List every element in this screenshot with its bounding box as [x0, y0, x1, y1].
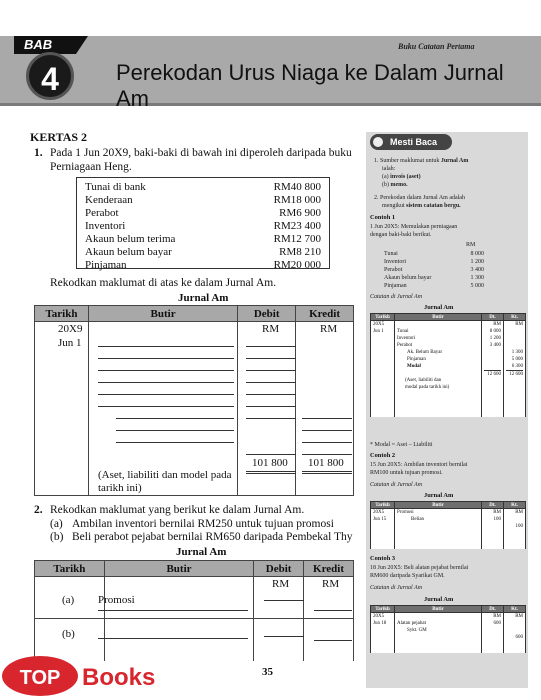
- balance-amount: RM23 400: [273, 220, 321, 232]
- mini-journal-1: Tarikh Butir Dt. Kt. 20X5 Jun 1 Tunai Inventori Perabot Ak. Belum Bayar Pinjaman Modal (Aset, liabiliti dan modal pada tarikh ini) RM 8 000 1 200 3 400 12 600 RM 1 300 5 000 6 300 12 600: [370, 313, 526, 417]
- balance-row: [77, 246, 329, 259]
- contoh-1-text-2: dengan baki-baki berikut.: [370, 232, 432, 238]
- balance-item: Inventori: [85, 220, 126, 232]
- balance-row: [77, 220, 329, 233]
- balance-row: [77, 259, 329, 272]
- balance-item: Tunai di bank: [85, 181, 146, 193]
- contoh-2-text-1: 15 Jun 20X5: Ambilan inventori bernilai: [370, 462, 468, 468]
- q1-year: 20X9: [58, 323, 83, 335]
- q2-kredit-rm: RM: [322, 578, 340, 590]
- balances-table: [77, 181, 329, 272]
- balance-amount: RM12 700: [273, 233, 321, 245]
- q2-col-tarikh: Tarikh: [35, 561, 105, 577]
- catatan-3: Catatan di Jurnal Am: [370, 585, 423, 591]
- balance-item: Akaun belum terima: [85, 233, 176, 245]
- q1-kredit-rm: RM: [320, 323, 338, 335]
- col-tarikh: Tarikh: [35, 306, 89, 322]
- jurnal-am-3: Jurnal Am: [424, 596, 454, 603]
- chapter-title: Perekodan Urus Niaga ke Dalam Jurnal Am: [116, 60, 504, 111]
- jurnal-am-2: Jurnal Am: [424, 492, 454, 499]
- q2-col-kredit: Kredit: [304, 561, 354, 577]
- balance-row: [77, 233, 329, 246]
- q2-item-b-label: (b): [50, 531, 64, 543]
- q1-debit-total: 101 800: [252, 457, 288, 469]
- q2-item-a: Ambilan inventori bernilai RM250 untuk tujuan promosi: [72, 518, 334, 530]
- sidebar-point-1: 1. Sumber maklumat untuk Jurnal Am ialah: (a) invois (aset) (b) memo.: [374, 158, 469, 188]
- mini-journal-2: Tarikh Butir Dt. Kt. 20X5 Jun 15 Promosi Belian RM 100 RM 100: [370, 501, 526, 549]
- contoh-3-text-1: 18 Jun 20X5: Beli alatan pejabat bernilai: [370, 565, 469, 571]
- catatan-2: Catatan di Jurnal Am: [370, 482, 423, 488]
- modal-note: * Modal = Aset – Liabiliti: [370, 442, 433, 448]
- section-title: KERTAS 2: [30, 130, 88, 144]
- q2-item-b: Beli perabot pejabat bernilai RM650 daripada Pembekal Thy: [72, 531, 353, 543]
- contoh-1: Contoh 1: [370, 214, 396, 221]
- contoh-1-item: Pinjaman 5 000: [384, 283, 484, 289]
- contoh-1-item: Inventori 1 200: [384, 259, 484, 265]
- contoh-2-text-2: RM100 untuk tujuan promosi.: [370, 470, 443, 476]
- q2-col-butir: Butir: [104, 561, 253, 577]
- q2-row-a-text: Promosi: [98, 594, 135, 606]
- contoh-1-rm: RM: [466, 242, 476, 248]
- mesti-baca-title: Mesti Baca: [370, 134, 452, 150]
- col-kredit: Kredit: [296, 306, 354, 322]
- q1-instruction: Rekodkan maklumat di atas ke dalam Jurnal Am.: [50, 277, 277, 289]
- q2-number: 2.: [34, 504, 43, 516]
- balance-item: Pinjaman: [85, 259, 127, 271]
- q2-text: Rekodkan maklumat yang berikut ke dalam Jurnal Am.: [50, 504, 305, 516]
- col-debit: Debit: [238, 306, 296, 322]
- q2-item-a-label: (a): [50, 518, 63, 530]
- balance-row: [77, 207, 329, 220]
- balance-item: Perabot: [85, 207, 119, 219]
- logo-books-text: Books: [82, 664, 156, 691]
- contoh-3-text-2: RM600 daripada Syarikat GM.: [370, 573, 445, 579]
- contoh-1-item: Perabot 3 400: [384, 267, 484, 273]
- contoh-1-item: Tunai 8 000: [384, 251, 484, 257]
- chapter-number: 4: [26, 52, 74, 100]
- balance-row: [77, 181, 329, 194]
- topbooks-logo: [0, 642, 190, 700]
- q1-number: 1.: [34, 147, 43, 159]
- balance-amount: RM6 900: [279, 207, 321, 219]
- q1-date: Jun 1: [58, 337, 82, 349]
- balance-item: Kenderaan: [85, 194, 133, 206]
- contoh-2: Contoh 2: [370, 452, 396, 459]
- balance-row: [77, 194, 329, 207]
- sidebar-point-2: 2. Perekodan dalam Jurnal Am adalah mengikut sistem catatan bergu.: [374, 195, 465, 209]
- book-series: Buku Catatan Pertama: [398, 42, 475, 51]
- catatan-1: Catatan di Jurnal Am: [370, 294, 423, 300]
- q1-note-1: (Aset, liabiliti dan model pada: [98, 469, 232, 481]
- balance-amount: RM8 210: [279, 246, 321, 258]
- balance-amount: RM20 000: [273, 259, 321, 271]
- q2-row-b: (b): [62, 628, 75, 640]
- col-butir: Butir: [88, 306, 237, 322]
- q1-text-1: Pada 1 Jun 20X9, baki-baki di bawah ini diperoleh daripada buku: [50, 147, 352, 159]
- balance-amount: RM18 000: [273, 194, 321, 206]
- mini-journal-3: Tarikh Butir Dt. Kt. 20X5 Jun 18 Alatan pejabat Sykt. GM RM 600 RM 600: [370, 605, 526, 653]
- page-number: 35: [262, 666, 273, 678]
- contoh-1-list: [384, 250, 484, 290]
- q2-journal-title: Jurnal Am: [176, 546, 227, 558]
- q2-debit-rm: RM: [272, 578, 290, 590]
- bab-tag: BAB: [14, 36, 76, 54]
- jurnal-am-1: Jurnal Am: [424, 304, 454, 311]
- balance-amount: RM40 800: [273, 181, 321, 193]
- contoh-1-item: Akaun belum bayar 1 300: [384, 275, 484, 281]
- q1-note-2: tarikh ini): [98, 482, 142, 494]
- q1-credit-total: 101 800: [308, 457, 344, 469]
- q1-journal-title: Jurnal Am: [178, 292, 229, 304]
- logo-top-text: TOP: [19, 667, 61, 689]
- contoh-1-text-1: 1 Jun 20X5: Memulakan perniagaan: [370, 224, 458, 230]
- balances-box: [76, 177, 330, 269]
- q1-text-2: Perniagaan Heng.: [50, 161, 132, 173]
- q2-col-debit: Debit: [254, 561, 304, 577]
- book-icon: [373, 137, 383, 147]
- q1-debit-rm: RM: [262, 323, 280, 335]
- contoh-3: Contoh 3: [370, 555, 396, 562]
- q2-row-a: (a): [62, 594, 75, 606]
- balance-item: Akaun belum bayar: [85, 246, 172, 258]
